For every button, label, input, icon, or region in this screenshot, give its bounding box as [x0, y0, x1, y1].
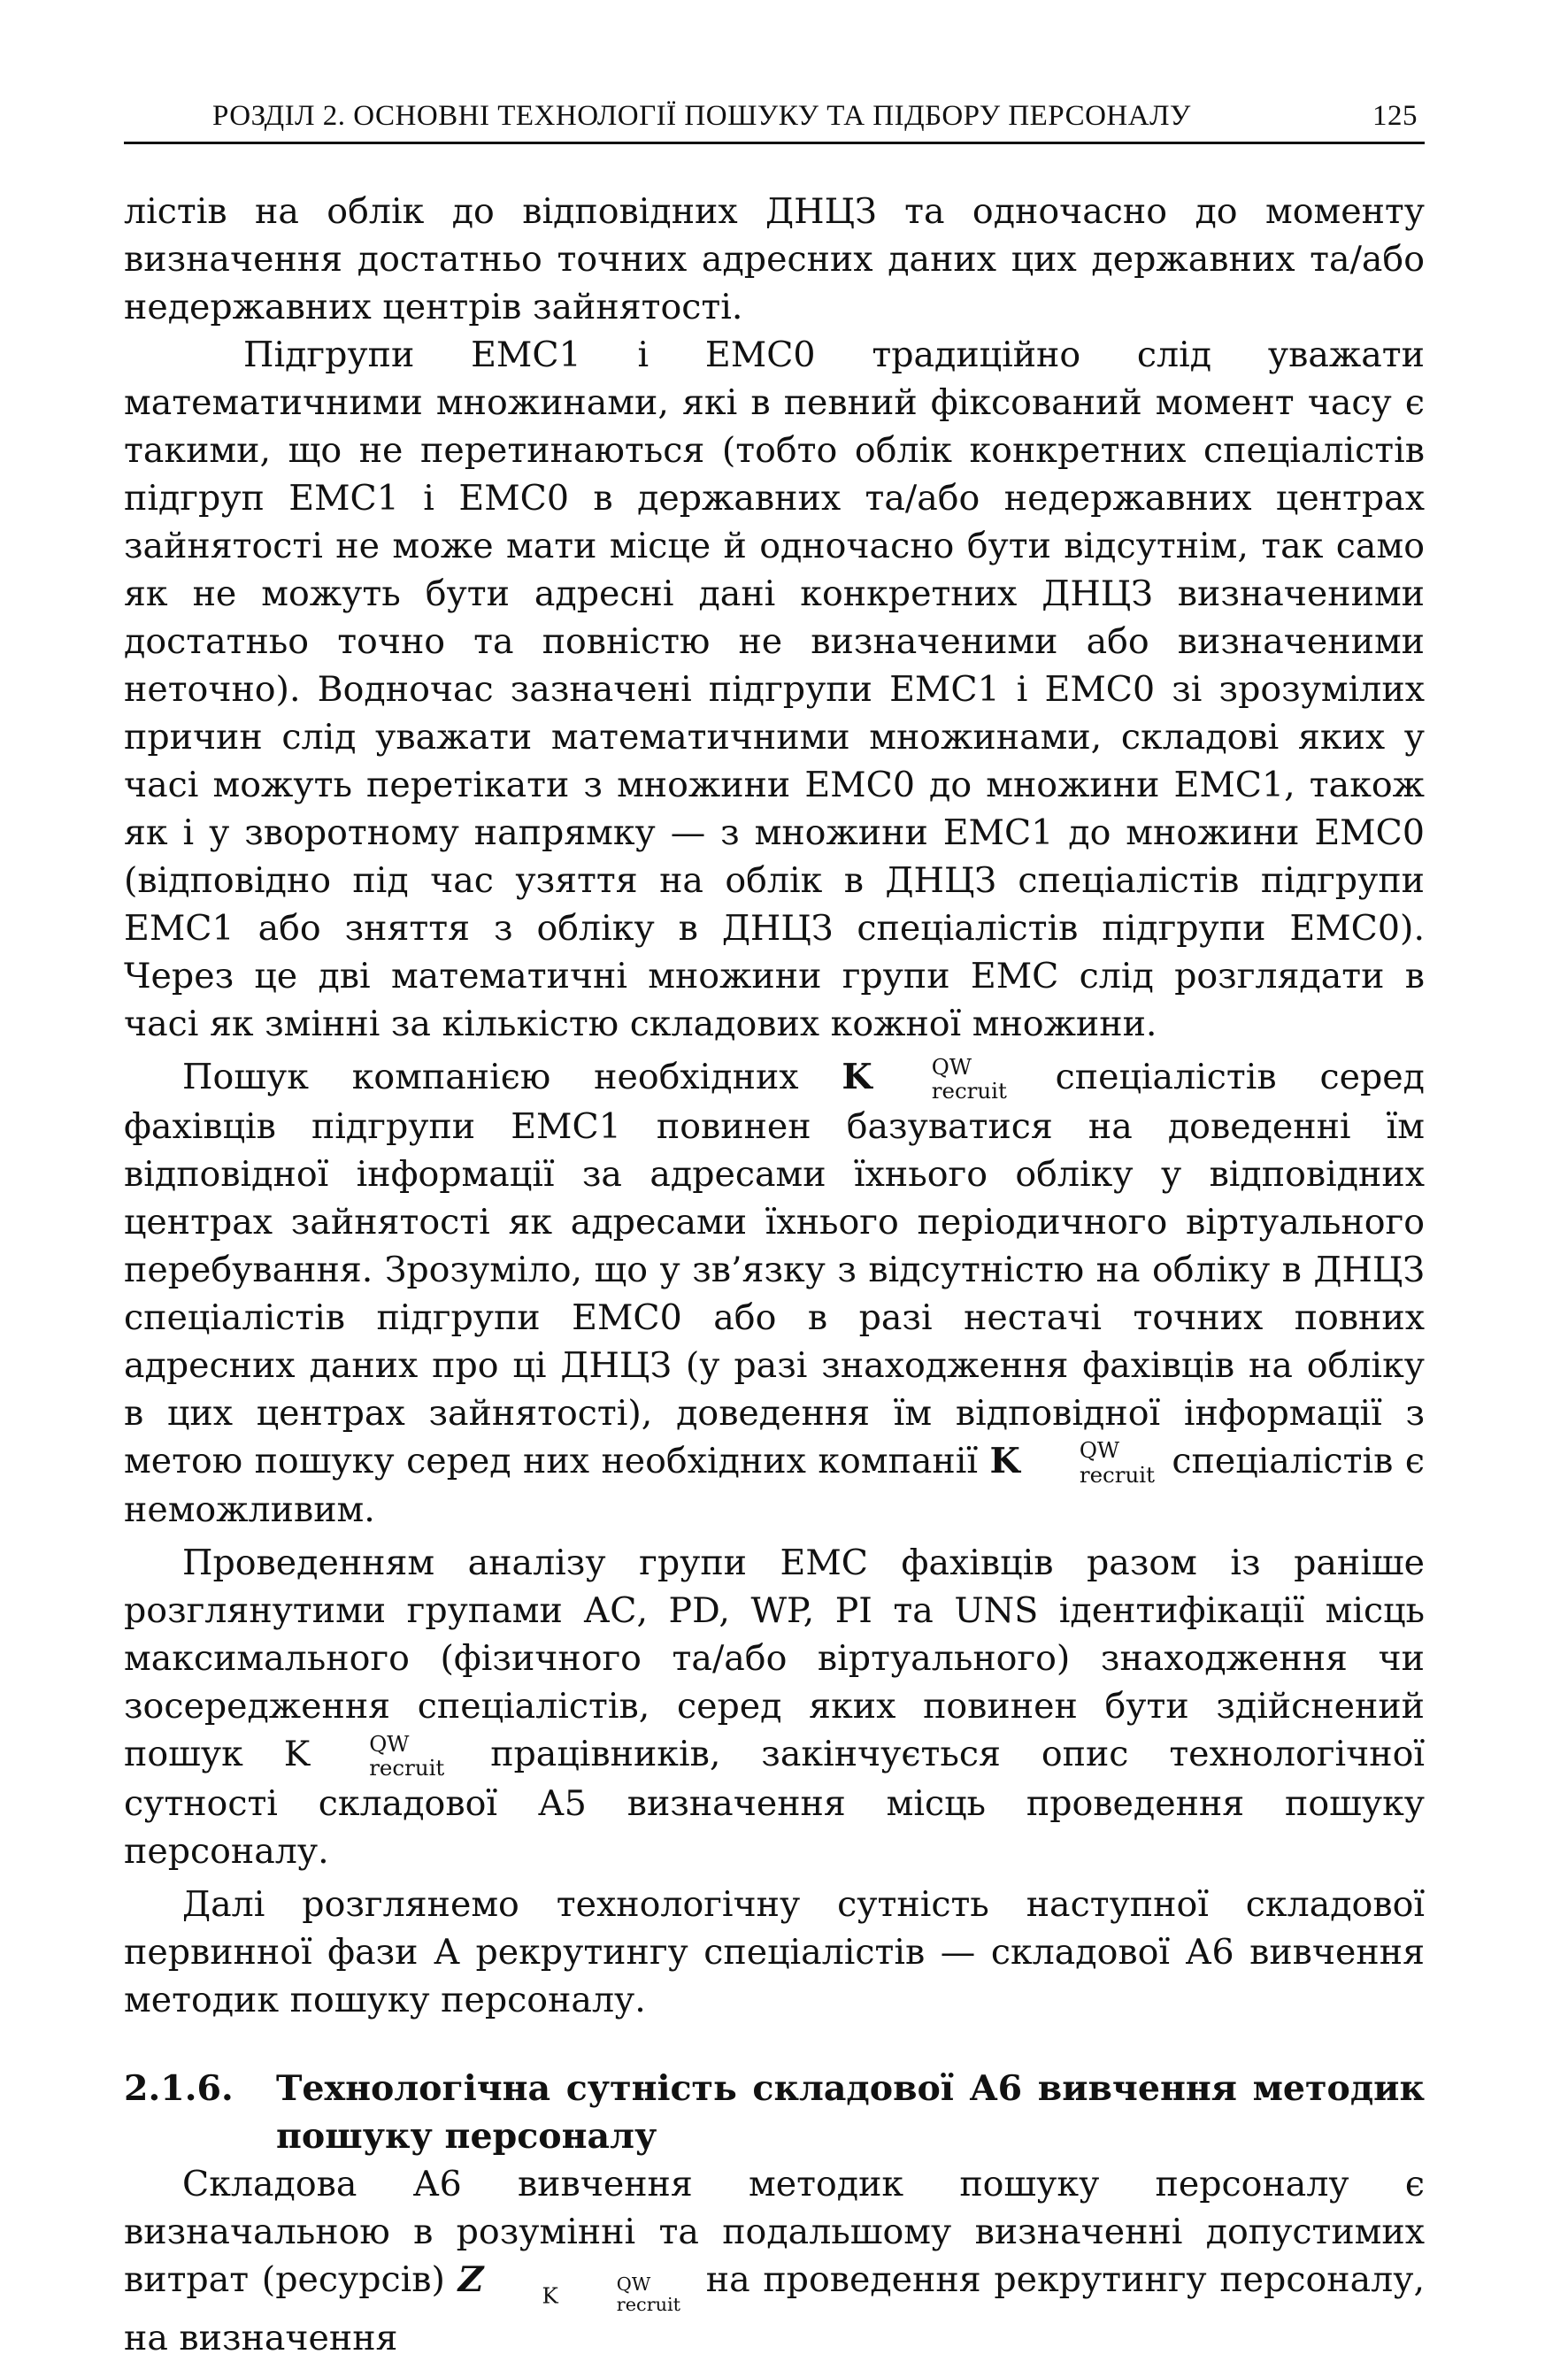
paragraph-continuation: лістів на облік до відповідних ДНЦЗ та одночасно до моменту визначення достатньо точних адресних даних цих державних та/або недержавних центрів зайнятості. [124, 188, 1425, 331]
text-segment: спеціалістів серед фахівців підгрупи ЕМС1 повинен базуватися на доведенні їм відповідної інформації за адресами їхнього обліку у відповідних центрах зайнятості як адресами їхнього періодичного віртуального перебування. Зрозуміло, що у зв’язку з відсутністю на обліку в ДНЦЗ спеціалістів підгрупи ЕМС0 або в разі нестачі точних повних адресних даних про ці ДНЦЗ (у разі знаходження фахівців на обліку в цих центрах зайнятості), доведення їм відповідної інформації з метою пошуку серед них необхідних компанії [124, 1057, 1425, 1481]
text-segment: спеціалістів є неможливим. [124, 1441, 1425, 1531]
formula-subscript: recruit [1021, 1465, 1155, 1486]
section-heading [124, 2065, 1425, 2160]
formula-subscript: recruit [558, 2296, 680, 2314]
paragraph-next-component: Далі розглянемо технологічну сутність наступної складової первинної фази А рекрутингу спеціалістів — складової А6 вивчення методик пошуку персоналу. [124, 1881, 1425, 2024]
formula-symbol-k: K [284, 1734, 311, 1774]
formula-superscript: QW [558, 2275, 680, 2294]
running-header [124, 96, 1425, 144]
formula-subscript: recruit [311, 1758, 444, 1779]
paragraph-a6 [124, 2160, 1425, 2362]
page-number: 125 [1372, 100, 1418, 133]
formula-symbol-k: K [990, 1441, 1020, 1481]
body-text [124, 188, 1425, 2362]
paragraph-subgroups: Підгрупи ЕМС1 і ЕМС0 традиційно слід уважати математичними множинами, які в певний фіксований момент часу є такими, що не перетинаються (тобто облік конкретних спеціалістів підгруп ЕМС1 і ЕМС0 в державних та/або недержавних центрах зайнятості не може мати місце й одночасно бути відсутнім, так само як не можуть бути адресні дані конкретних ДНЦЗ визначеними достатньо точно та повністю не визначеними або визначеними неточно). Водночас зазначені підгрупи ЕМС1 і ЕМС0 зі зрозумілих причин слід уважати математичними множинами, складові яких у часі можуть перетікати з множини ЕМС0 до множини ЕМС1, також як і у зворотному напрямку — з множини ЕМС1 до множини ЕМС0 (відповідно під час узяття на облік в ДНЦЗ спеціалістів підгрупи ЕМС1 або зняття з обліку в ДНЦЗ спеціалістів підгрупи ЕМС0). Через це дві математичні множини групи ЕМС слід розглядати в часі як змінні за кількістю складових кожної множини. [124, 331, 1425, 1048]
formula-symbol-k: K [842, 1057, 872, 1097]
section-title: Технологічна сутність складової А6 вивчення методик пошуку персоналу [276, 2065, 1425, 2160]
section-number: 2.1.6. [124, 2065, 276, 2160]
formula-k-recruit [990, 1441, 1160, 1481]
text-segment: на проведення рекрутингу персоналу, на визначення [124, 2259, 1425, 2359]
formula-k-recruit [284, 1734, 450, 1774]
formula-z-k-recruit [458, 2259, 693, 2300]
formula-superscript: QW [1021, 1440, 1155, 1461]
text-segment: Проведенням аналізу групи ЕМС фахівців разом із раніше розглянутими групами АС, PD, WP, PI та UNS ідентифікації місць максимального (фізичного та/або віртуального) знаходження чи зосередження спеціалістів, серед яких повинен бути здійснений пошук [124, 1543, 1425, 1774]
formula-subscript: recruit [873, 1081, 1007, 1102]
formula-superscript: QW [311, 1734, 444, 1755]
formula-symbol-z: Z [458, 2259, 484, 2300]
text-segment: Пошук компанією необхідних [182, 1057, 799, 1097]
formula-k-recruit [842, 1057, 1011, 1097]
formula-symbol-k-sub: K [542, 2282, 558, 2308]
text-segment: Складова А6 вивчення методик пошуку персоналу є визначальною в розумінні та подальшому визначенні допустимих витрат (ресурсів) [124, 2164, 1425, 2300]
paragraph-search-emc1 [124, 1053, 1425, 1534]
paragraph-analysis-emc [124, 1539, 1425, 1875]
running-title: РОЗДІЛ 2. ОСНОВНІ ТЕХНОЛОГІЇ ПОШУКУ ТА ПІДБОРУ ПЕРСОНАЛУ [212, 100, 1191, 133]
formula-superscript: QW [873, 1057, 1007, 1078]
text-segment: працівників, закінчується опис технологічної сутності складової А5 визначення місць проведення пошуку персоналу. [124, 1734, 1425, 1872]
